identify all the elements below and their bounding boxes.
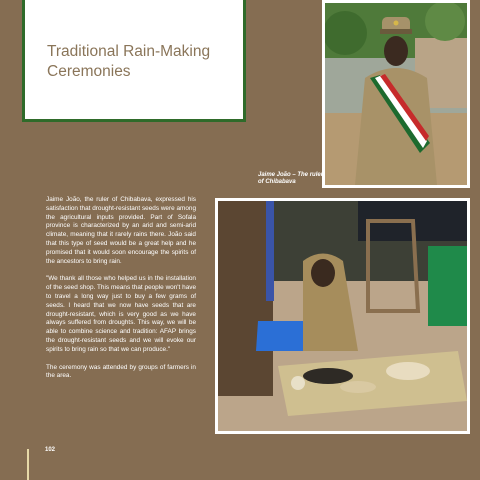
article-body (46, 196, 196, 390)
title-box (22, 0, 246, 122)
page-rule (27, 449, 29, 480)
ceremony-photo (215, 198, 470, 434)
page-number: 102 (45, 447, 56, 453)
ruler-portrait-photo (322, 0, 470, 188)
article-paragraph: "We thank all those who helped us in the installation of the seed shop. This means that people won't have to travel a long way just to buy a few grams of seeds. I heard that we now have seeds that are drought-resistant, which is very good as we have always suffered from droughts. This way, we will be able to combine science and tradition: AFAP brings the drought-resistant seeds and we will evoke our spirits to bring rain so that we can produce." (46, 275, 196, 353)
page-title: Traditional Rain-Making Ceremonies (47, 43, 211, 80)
photo-caption: Jaime João – The ruler of Chibabava (258, 172, 324, 185)
article-paragraph: The ceremony was attended by groups of farmers in the area. (46, 363, 196, 380)
article-paragraph: Jaime João, the ruler of Chibabava, expressed his satisfaction that drought-resistant seeds were among the agricultural inputs provided. Part of Sofala province is characterized by an arid and semi-arid climate, meaning that it rarely rains there. João said that this type of seed would be a great help and he promised that it would soon encourage the spirits of the ancestors to bring rain. (46, 196, 196, 265)
